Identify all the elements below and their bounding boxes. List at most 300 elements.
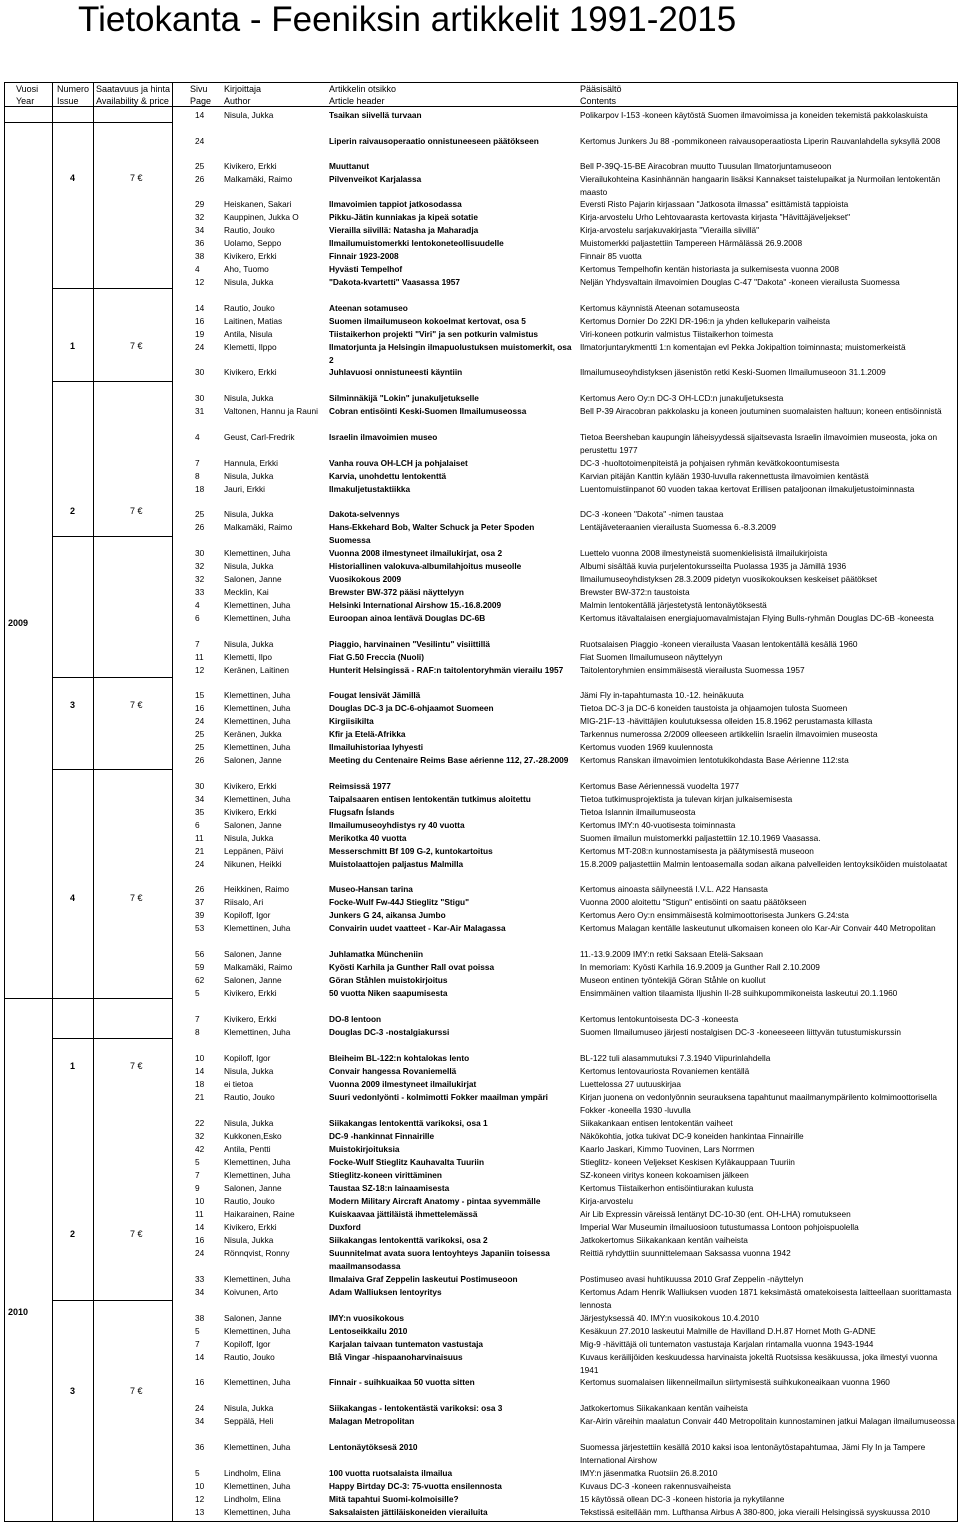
author-cell: Riisalo, Ari bbox=[224, 897, 264, 907]
page-cell: 18 bbox=[195, 484, 205, 494]
author-cell: Mecklin, Kai bbox=[224, 587, 269, 597]
contents-cell: Ruotsalaisen Piaggio -koneen vierailusta Vaasan lentokentällä kesällä 1960 bbox=[580, 639, 858, 649]
author-cell: Kopiloff, Igor bbox=[224, 1339, 271, 1349]
author-cell: Klemettinen, Juha bbox=[224, 600, 291, 610]
article-header-cell: DO-8 lentoon bbox=[329, 1014, 382, 1024]
article-header-cell: Vierailla siivillä: Natasha ja Maharadja bbox=[329, 225, 479, 235]
page-cell: 34 bbox=[195, 1287, 205, 1297]
author-cell: Lindholm, Elina bbox=[224, 1494, 281, 1504]
author-cell: Salonen, Janne bbox=[224, 755, 282, 765]
issue-price: 7 € bbox=[130, 1061, 143, 1071]
article-header-cell: Kyösti Karhila ja Gunther Rall ovat poissa bbox=[329, 962, 495, 972]
contents-cell: Albumi sisältää kuvia purjelentokursseilta Puolassa 1935 ja Jämillä 1936 bbox=[580, 561, 847, 571]
article-header-cell: Helsinki International Airshow 15.-16.8.2009 bbox=[329, 600, 502, 610]
article-header-cell: Fougat lensivät Jämillä bbox=[329, 690, 421, 700]
author-cell: Kopiloff, Igor bbox=[224, 1053, 271, 1063]
page-cell: 11 bbox=[195, 833, 204, 843]
article-header-cell: Vuonna 2008 ilmestyneet ilmailukirjat, osa 2 bbox=[329, 548, 503, 558]
article-header-cell: Dakota-selvennys bbox=[329, 509, 400, 519]
page-cell: 42 bbox=[195, 1144, 205, 1154]
contents-cell: BL-122 tuli alasammutuksi 7.3.1940 Viipurinlahdella bbox=[580, 1053, 771, 1063]
article-header-cell: Vuosikokous 2009 bbox=[329, 574, 402, 584]
header-price: Saatavuus ja hinta Availability & price bbox=[96, 84, 171, 106]
page-cell: 7 bbox=[195, 458, 200, 468]
author-cell: Malkamäki, Raimo bbox=[224, 962, 293, 972]
article-header-cell: Liperin raivausoperaatio onnistuneeseen päätökseen bbox=[329, 136, 539, 146]
author-cell: Rautio, Jouko bbox=[224, 303, 275, 313]
contents-cell: Kar-Airin väreihin maalatun Convair 440 Metropolitain kunnostaminen jatkui Malagan ilmailumuseossa bbox=[580, 1416, 955, 1426]
page-cell: 26 bbox=[195, 884, 205, 894]
article-header-cell: Tsaikan siivellä turvaan bbox=[329, 110, 422, 120]
issue-price: 7 € bbox=[130, 506, 143, 516]
page-cell: 24 bbox=[195, 716, 205, 726]
author-cell: Salonen, Janne bbox=[224, 574, 282, 584]
page-cell: 56 bbox=[195, 949, 205, 959]
article-header-cell: Ilmailumuseoyhdistys ry 40 vuotta bbox=[329, 820, 465, 830]
page-cell: 21 bbox=[195, 1092, 205, 1102]
contents-cell: MIG-21F-13 -hävittäjien koulutuksessa olleiden 15.8.1962 perustamasta killasta bbox=[580, 716, 873, 726]
article-header-cell: Cobran entisöinti Keski-Suomen Ilmailumuseossa bbox=[329, 406, 527, 416]
page-cell: 26 bbox=[195, 522, 205, 532]
article-header-cell: Happy Birtday DC-3: 75-vuotta ensilennosta bbox=[329, 1481, 502, 1491]
author-cell: Rautio, Jouko bbox=[224, 1092, 275, 1102]
page-cell: 16 bbox=[195, 1235, 205, 1245]
author-cell: Uolamo, Seppo bbox=[224, 238, 282, 248]
author-cell: Klemettinen, Juha bbox=[224, 1481, 291, 1491]
contents-cell: Reittiä ryhdyttiin suunnittelemaan Saksassa vuonna 1942 bbox=[580, 1248, 791, 1258]
contents-cell: Viri-koneen potkurin valmistus Tiistaikerhon toimesta bbox=[580, 329, 774, 339]
contents-cell: Museon entinen työntekijä Göran Ståhle on kuollut bbox=[580, 975, 766, 985]
contents-cell: Malmin lentokentällä järjestetystä lentonäytöksestä bbox=[580, 600, 767, 610]
page-cell: 16 bbox=[195, 1377, 205, 1387]
author-cell: Kivikero, Erkki bbox=[224, 781, 277, 791]
contents-cell: DC-3 -koneen "Dakota" -nimen taustaa bbox=[580, 509, 724, 519]
author-cell: Rautio, Jouko bbox=[224, 1196, 275, 1206]
article-header-cell: Adam Walliuksen lentoyritys bbox=[329, 1287, 442, 1297]
contents-cell: 15.8.2009 paljastettiin Malmin lentoasemalla sodan aikana palvelleiden lentoyksiköiden muistolaatat bbox=[580, 859, 948, 869]
contents-cell: IMY:n jäsenmatka Ruotsiin 26.8.2010 bbox=[580, 1468, 718, 1478]
contents-cell: Kertomus Malagan kentälle laskeutunut ulkomaisen koneen olo Kar-Air Convair 440 Metropolitan bbox=[580, 923, 936, 933]
contents-cell: Tekstissä esitellään mm. Lufthansa Airbus A 380-800, joka vieraili Helsingissä syyskuussa 2010 bbox=[580, 1507, 931, 1517]
year-cell: 2009 bbox=[8, 618, 29, 628]
author-cell: Kivikero, Erkki bbox=[224, 1014, 277, 1024]
page-cell: 10 bbox=[195, 1196, 205, 1206]
page-cell: 21 bbox=[195, 846, 205, 856]
page-cell: 7 bbox=[195, 639, 200, 649]
author-cell: Nisula, Jukka bbox=[224, 509, 274, 519]
page-cell: 5 bbox=[195, 988, 200, 998]
author-cell: Nisula, Jukka bbox=[224, 1066, 274, 1076]
page-cell: 32 bbox=[195, 1131, 205, 1141]
contents-cell: Jatkokertomus Siikakankaan kentän vaiheista bbox=[580, 1403, 748, 1413]
article-header-cell: Kfir ja Etelä-Afrikka bbox=[329, 729, 406, 739]
author-cell: Salonen, Janne bbox=[224, 1313, 282, 1323]
contents-cell: Kertomus Adam Henrik Walliuksen vuoden 1871 keksimästä omatekoisesta laitteellaan suorittamasta lennosta bbox=[580, 1287, 952, 1310]
author-cell: Klemettinen, Juha bbox=[224, 703, 291, 713]
article-header-cell: Hans-Ekkehard Bob, Walter Schuck ja Peter Spoden Suomessa bbox=[329, 522, 535, 545]
article-header-cell: Suomen ilmailumuseon kokoelmat kertovat, osa 5 bbox=[329, 316, 526, 326]
article-header-cell: Siikakangas - lentokentästä varikoksi: osa 3 bbox=[329, 1403, 503, 1413]
page-cell: 10 bbox=[195, 1481, 205, 1491]
contents-cell: Lentäjäveteraanien vierailusta Suomessa 6.-8.3.2009 bbox=[580, 522, 777, 532]
author-cell: Kivikero, Erkki bbox=[224, 988, 277, 998]
author-cell: Malkamäki, Raimo bbox=[224, 174, 293, 184]
contents-cell: Kertomus Dornier Do 22Kl DR-196:n ja yhden kellukeparin vaiheista bbox=[580, 316, 830, 326]
author-cell: Nisula, Jukka bbox=[224, 471, 274, 481]
contents-cell: Jatkokertomus Siikakankaan kentän vaiheista bbox=[580, 1235, 748, 1245]
contents-cell: Postimuseo avasi huhtikuussa 2010 Graf Zeppelin -näyttelyn bbox=[580, 1274, 804, 1284]
article-header-cell: Vuonna 2009 ilmestyneet ilmailukirjat bbox=[329, 1079, 477, 1089]
page-cell: 24 bbox=[195, 1403, 205, 1413]
contents-cell: Stieglitz- koneen Veljekset Keskisen Kyläkauppaan Tuuriin bbox=[580, 1157, 795, 1167]
header-issue: Numero Issue bbox=[57, 84, 90, 106]
author-cell: Hannula, Erkki bbox=[224, 458, 278, 468]
page-cell: 24 bbox=[195, 859, 205, 869]
author-cell: Nisula, Jukka bbox=[224, 393, 274, 403]
author-cell: Klemettinen, Juha bbox=[224, 1157, 291, 1167]
page-cell: 26 bbox=[195, 174, 205, 184]
page-cell: 4 bbox=[195, 264, 200, 274]
page-cell: 8 bbox=[195, 1027, 200, 1037]
contents-cell: Suomen ilmailun muistomerkki paljastettiin 12.10.1969 Vaasassa. bbox=[580, 833, 821, 843]
article-header-cell: Convairin uudet vaatteet - Kar-Air Malagassa bbox=[329, 923, 506, 933]
header-year: Vuosi Year bbox=[16, 84, 39, 106]
article-header-cell: Suuri vedonlyönti - kolmimotti Fokker maailman ympäri bbox=[329, 1092, 548, 1102]
page-cell: 14 bbox=[195, 1352, 205, 1362]
contents-cell: SZ-koneen viritys koneen kokoamisen jälkeen bbox=[580, 1170, 749, 1180]
page-cell: 5 bbox=[195, 1468, 200, 1478]
contents-cell: Finnair 85 vuotta bbox=[580, 251, 642, 261]
article-header-cell: Flugsafn Íslands bbox=[329, 807, 395, 817]
article-header-cell: IMY:n vuosikokous bbox=[329, 1313, 404, 1323]
page-cell: 25 bbox=[195, 729, 205, 739]
page-cell: 34 bbox=[195, 794, 205, 804]
contents-cell: Kertomus Junkers Ju 88 -pommikoneen raivausoperaatiosta Liperin Rauvanlahdella syksyllä 2008 bbox=[580, 136, 941, 146]
contents-cell: Neljän Yhdysvaltain ilmavoimien Douglas C-47 "Dakota" -koneen vierailusta Suomessa bbox=[580, 277, 900, 287]
author-cell: Nisula, Jukka bbox=[224, 277, 274, 287]
page-cell: 32 bbox=[195, 212, 205, 222]
contents-cell: Vuonna 2000 aloitettu "Stigun" entisöinti on saatu päätökseen bbox=[580, 897, 807, 907]
article-header-cell: Ilmailuhistoriaa lyhyesti bbox=[329, 742, 424, 752]
page-cell: 29 bbox=[195, 199, 205, 209]
page-cell: 12 bbox=[195, 1494, 205, 1504]
article-header-cell: Siikakangas lentokenttä varikoksi, osa 2 bbox=[329, 1235, 488, 1245]
page-cell: 36 bbox=[195, 238, 205, 248]
page-cell: 24 bbox=[195, 342, 205, 352]
article-header-cell: Museo-Hansan tarina bbox=[329, 884, 413, 894]
contents-cell: Kuvaus DC-3 -koneen rakennusvaiheista bbox=[580, 1481, 731, 1491]
page-cell: 11 bbox=[195, 652, 204, 662]
author-cell: Salonen, Janne bbox=[224, 949, 282, 959]
contents-cell: Jämi Fly in-tapahtumasta 10.-12. heinäkuuta bbox=[580, 690, 744, 700]
issue-price: 7 € bbox=[130, 893, 143, 903]
page-cell: 33 bbox=[195, 1274, 205, 1284]
contents-cell: Kertomus Tempelhofin kentän historiasta ja sulkemisesta vuonna 2008 bbox=[580, 264, 840, 274]
page-cell: 19 bbox=[195, 329, 205, 339]
article-header-cell: Malagan Metropolitan bbox=[329, 1416, 415, 1426]
article-header-cell: Convair hangessa Rovaniemellä bbox=[329, 1066, 457, 1076]
article-header-cell: Douglas DC-3 -nostalgiakurssi bbox=[329, 1027, 450, 1037]
author-cell: Nisula, Jukka bbox=[224, 1403, 274, 1413]
contents-cell: Kertomus käynnistä Ateenan sotamuseosta bbox=[580, 303, 740, 313]
article-header-cell: Muuttanut bbox=[329, 161, 370, 171]
author-cell: Klemettinen, Juha bbox=[224, 1326, 291, 1336]
article-header-cell: Lentoseikkailu 2010 bbox=[329, 1326, 408, 1336]
article-header-cell: Karvia, unohdettu lentokenttä bbox=[329, 471, 447, 481]
contents-cell: Luettelo vuonna 2008 ilmestyneistä suomenkielisistä ilmailukirjoista bbox=[580, 548, 828, 558]
article-header-cell: 50 vuotta Niken saapumisesta bbox=[329, 988, 448, 998]
page-cell: 7 bbox=[195, 1014, 200, 1024]
contents-cell: 11.-13.9.2009 IMY:n retki Saksaan Etelä-Saksaan bbox=[580, 949, 763, 959]
author-cell: Klemetti, Ilpo bbox=[224, 652, 272, 662]
author-cell: Kivikero, Erkki bbox=[224, 367, 277, 377]
page-cell: 18 bbox=[195, 1079, 205, 1089]
page-cell: 5 bbox=[195, 1326, 200, 1336]
page-cell: 16 bbox=[195, 703, 205, 713]
author-cell: Koivunen, Arto bbox=[224, 1287, 278, 1297]
contents-cell: Kaarlo Jaskari, Kimmo Tuovinen, Lars Norrmen bbox=[580, 1144, 755, 1154]
author-cell: Klemettinen, Juha bbox=[224, 1442, 291, 1452]
contents-cell: Kirja-arvostelu Urho Lehtovaarasta kertovasta kirjasta "Hävittäjäveljekset" bbox=[580, 212, 851, 222]
article-header-cell: Fiat G.50 Freccia (Nuoli) bbox=[329, 652, 424, 662]
contents-cell: Näkökohtia, jotka tukivat DC-9 koneiden hankintaa Finnairille bbox=[580, 1131, 804, 1141]
page-cell: 33 bbox=[195, 587, 205, 597]
author-cell: Nisula, Jukka bbox=[224, 561, 274, 571]
author-cell: Salonen, Janne bbox=[224, 975, 282, 985]
page-cell: 25 bbox=[195, 161, 205, 171]
page-cell: 25 bbox=[195, 509, 205, 519]
author-cell: Klemettinen, Juha bbox=[224, 1507, 291, 1517]
contents-cell: Kertomus Base Aériennessä vuodelta 1977 bbox=[580, 781, 740, 791]
section-rule bbox=[52, 536, 173, 537]
page-cell: 30 bbox=[195, 548, 205, 558]
issue-number: 2 bbox=[70, 1229, 76, 1239]
page-cell: 6 bbox=[195, 820, 200, 830]
article-header-cell: Modern Military Aircraft Anatomy - pintaa syvemmälle bbox=[329, 1196, 541, 1206]
author-cell: Laitinen, Matias bbox=[224, 316, 283, 326]
issue-price: 7 € bbox=[130, 1386, 143, 1396]
contents-cell: Eversti Risto Pajarin kirjassaan "Jatkosota ilmassa" esittämistä tappioista bbox=[580, 199, 849, 209]
article-header-cell: Ilmalaiva Graf Zeppelin laskeutui Postimuseoon bbox=[329, 1274, 518, 1284]
section-rule bbox=[52, 288, 173, 289]
page-cell: 34 bbox=[195, 1416, 205, 1426]
issue-number: 3 bbox=[70, 700, 76, 710]
contents-cell: Tietoa DC-3 ja DC-6 koneiden taustoista ja ohjaamojen tulosta Suomeen bbox=[580, 703, 848, 713]
author-cell: Kukkonen,Esko bbox=[224, 1131, 282, 1141]
author-cell: Salonen, Janne bbox=[224, 1183, 282, 1193]
article-header-cell: Focke-Wulf Stieglitz Kauhavalta Tuuriin bbox=[329, 1157, 485, 1167]
article-header-cell: Muistolaattojen paljastus Malmilla bbox=[329, 859, 464, 869]
page-cell: 4 bbox=[195, 600, 200, 610]
author-cell: Rautio, Jouko bbox=[224, 225, 275, 235]
contents-cell: Muistomerkki paljastettiin Tampereen Härmälässä 26.9.2008 bbox=[580, 238, 803, 248]
contents-cell: Imperial War Museumin ilmailuosioon tutustumassa Lontoon pohjoispuolella bbox=[580, 1222, 859, 1232]
author-cell: ei tietoa bbox=[224, 1079, 254, 1089]
contents-cell: DC-3 -huoltotoimenpiteistä ja pohjaisen ryhmän kevätkokoontumisesta bbox=[580, 458, 840, 468]
page-cell: 30 bbox=[195, 367, 205, 377]
contents-cell: Kertomus ainoasta säilyneestä I.V.L. A22 Hansasta bbox=[580, 884, 768, 894]
contents-cell: Vierailukohteina Kasinhännän hangaarin lisäksi Kannakset taistelupaikat ja Nurmoilan lentokentän maasto bbox=[580, 174, 941, 197]
page-title: Tietokanta - Feeniksin artikkelit 1991-2015 bbox=[78, 0, 737, 39]
page-cell: 37 bbox=[195, 897, 205, 907]
page-cell: 34 bbox=[195, 225, 205, 235]
author-cell: Heiskanen, Sakari bbox=[224, 199, 292, 209]
article-header-cell: Finnair - suihkuaikaa 50 vuotta sitten bbox=[329, 1377, 475, 1387]
page-cell: 24 bbox=[195, 1248, 205, 1258]
contents-cell: Ilmailumuseoyhdistyksen jäsenistön retki Keski-Suomen Ilmailumuseoon 31.1.2009 bbox=[580, 367, 886, 377]
contents-cell: Mig-9 -hävittäjä oli tuntematon vastustaja Karjalan rintamalla vuonna 1943-1944 bbox=[580, 1339, 874, 1349]
contents-cell: Tietoa tutkimusprojektista ja tulevan kirjan julkaisemisesta bbox=[580, 794, 793, 804]
article-header-cell: Muistokirjoituksia bbox=[329, 1144, 400, 1154]
article-header-cell: Lentonäytöksesä 2010 bbox=[329, 1442, 418, 1452]
article-header-cell: Ilmailumuistomerkki lentokoneteollisuudelle bbox=[329, 238, 504, 248]
article-header-cell: Euroopan ainoa lentävä Douglas DC-6B bbox=[329, 613, 486, 623]
page-cell: 10 bbox=[195, 1053, 205, 1063]
author-cell: Nisula, Jukka bbox=[224, 833, 274, 843]
section-rule bbox=[4, 998, 173, 999]
article-header-cell: Blå Vingar -hispaanoharvinaisuus bbox=[329, 1352, 463, 1362]
article-header-cell: Kirgiisikilta bbox=[329, 716, 374, 726]
page-cell: 31 bbox=[195, 406, 205, 416]
page-cell: 15 bbox=[195, 690, 205, 700]
article-header-cell: Pikku-Jätin kunniakas ja kipeä sotatie bbox=[329, 212, 478, 222]
author-cell: Kopiloff, Igor bbox=[224, 910, 271, 920]
author-cell: Kauppinen, Jukka O bbox=[224, 212, 299, 222]
article-header-cell: Israelin ilmavoimien museo bbox=[329, 432, 438, 442]
header-page: Sivu Page bbox=[190, 84, 212, 106]
article-header-cell: Ateenan sotamuseo bbox=[329, 303, 408, 313]
article-header-cell: Historiallinen valokuva-albumilahjoitus museolle bbox=[329, 561, 522, 571]
article-header-cell: Suunnitelmat avata suora lentoyhteys Japaniin toisessa maailmansodassa bbox=[329, 1248, 550, 1271]
page-cell: 62 bbox=[195, 975, 205, 985]
author-cell: Heikkinen, Raimo bbox=[224, 884, 290, 894]
article-header-cell: Göran Ståhlen muistokirjoitus bbox=[329, 975, 448, 985]
author-cell: Keränen, Jukka bbox=[224, 729, 282, 739]
author-cell: Klemettinen, Juha bbox=[224, 690, 291, 700]
author-cell: Lindholm, Elina bbox=[224, 1468, 281, 1478]
author-cell: Leppänen, Päivi bbox=[224, 846, 284, 856]
article-header-cell: Focke-Wulf Fw-44J Stieglitz "Stigu" bbox=[329, 897, 470, 907]
article-header-cell: Douglas DC-3 ja DC-6-ohjaamot Suomeen bbox=[329, 703, 494, 713]
contents-cell: Fiat Suomen Ilmailumuseon näyttelyyn bbox=[580, 652, 723, 662]
page-cell: 35 bbox=[195, 807, 205, 817]
article-header-cell: Silminnäkijä "Lokin" junakuljetukselle bbox=[329, 393, 479, 403]
article-header-cell: "Dakota-kvartetti" Vaasassa 1957 bbox=[329, 277, 461, 287]
section-rule bbox=[52, 381, 173, 382]
article-header-cell: 100 vuotta ruotsalaista ilmailua bbox=[329, 1468, 453, 1478]
contents-cell: Kertomus lentokuntoisesta DC-3 -koneesta bbox=[580, 1014, 739, 1024]
article-header-cell: Mitä tapahtui Suomi-kolmoisille? bbox=[329, 1494, 459, 1504]
contents-cell: Tietoa Islannin ilmailumuseosta bbox=[580, 807, 696, 817]
author-cell: Keränen, Laitinen bbox=[224, 665, 290, 675]
contents-cell: Kirjan juonena on vedonlyönnin seurauksena tapahtunut maailmanympärilento kolmimoottorisella Fokker -koneella 1930 -luvulla bbox=[580, 1092, 937, 1115]
article-header-cell: Juhlamatka Müncheniin bbox=[329, 949, 424, 959]
author-cell: Klemettinen, Juha bbox=[224, 1274, 291, 1284]
contents-cell: Suomen Ilmailumuseo järjesti nostalgisen DC-3 -koneeseeen liittyvän tutustumiskurssin bbox=[580, 1027, 901, 1037]
article-header-cell: Kuiskaavaa jättiläistä ihmettelemässä bbox=[329, 1209, 478, 1219]
year-cell: 2010 bbox=[8, 1307, 29, 1317]
author-cell: Klemettinen, Juha bbox=[224, 1377, 291, 1387]
page-cell: 9 bbox=[195, 1183, 200, 1193]
author-cell: Nisula, Jukka bbox=[224, 1235, 274, 1245]
contents-cell: Kirja-arvostelu sarjakuvakirjasta "Vierailla siivillä" bbox=[580, 225, 760, 235]
article-header-cell: Ilmavoimien tappiot jatkosodassa bbox=[329, 199, 462, 209]
author-cell: Seppälä, Heli bbox=[224, 1416, 274, 1426]
section-rule bbox=[52, 1300, 173, 1301]
page-cell: 13 bbox=[195, 1507, 205, 1517]
author-cell: Klemettinen, Juha bbox=[224, 794, 291, 804]
header-author: Kirjoittaja Author bbox=[224, 84, 262, 106]
author-cell: Klemettinen, Juha bbox=[224, 613, 291, 623]
page-cell: 32 bbox=[195, 561, 205, 571]
contents-cell: Karvian pitäjän Kanttin kylään 1930-luvulla rakennettusta ilmavoimien kentästä bbox=[580, 471, 869, 481]
article-header-cell: Vanha rouva OH-LCH ja pohjalaiset bbox=[329, 458, 468, 468]
author-cell: Antila, Nisula bbox=[224, 329, 273, 339]
issue-price: 7 € bbox=[130, 1229, 143, 1239]
contents-cell: Kertomus suomalaisen liikenneilmailun siirtymisestä suihkukoneaikaan vuonna 1960 bbox=[580, 1377, 890, 1387]
contents-cell: In memoriam: Kyösti Karhila 16.9.2009 ja Gunther Rall 2.10.2009 bbox=[580, 962, 820, 972]
author-cell: Kivikero, Erkki bbox=[224, 161, 277, 171]
article-header-cell: Meeting du Centenaire Reims Base aérienne 112, 27.-28.2009 bbox=[329, 755, 569, 765]
issue-number: 4 bbox=[70, 893, 76, 903]
article-header-cell: Stieglitz-koneen virittäminen bbox=[329, 1170, 442, 1180]
contents-cell: Kirja-arvostelu bbox=[580, 1196, 634, 1206]
page-cell: 6 bbox=[195, 613, 200, 623]
contents-cell: Kertomus IMY:n 40-vuotisesta toiminnasta bbox=[580, 820, 736, 830]
page-cell: 30 bbox=[195, 393, 205, 403]
page-cell: 59 bbox=[195, 962, 205, 972]
header-contents: Pääsisältö Contents bbox=[580, 84, 622, 106]
column-divider bbox=[172, 82, 173, 1522]
contents-cell: Ilmailumuseoyhdistyksen 28.3.2009 pidetyn vuosikokouksen keskeiset päätökset bbox=[580, 574, 878, 584]
page-cell: 12 bbox=[195, 665, 205, 675]
author-cell: Kivikero, Erkki bbox=[224, 251, 277, 261]
contents-cell: Kesäkuun 27.2010 laskeutui Malmille de Havilland D.H.87 Hornet Moth G-ADNE bbox=[580, 1326, 876, 1336]
issue-price: 7 € bbox=[130, 700, 143, 710]
author-cell: Klemettinen, Juha bbox=[224, 923, 291, 933]
article-header-cell: Hunterit Helsingissä - RAF:n taitolentoryhmän vierailu 1957 bbox=[329, 665, 564, 675]
page-cell: 7 bbox=[195, 1339, 200, 1349]
author-cell: Valtonen, Hannu ja Rauni bbox=[224, 406, 318, 416]
article-header-cell: Junkers G 24, aikansa Jumbo bbox=[329, 910, 446, 920]
page-cell: 25 bbox=[195, 742, 205, 752]
contents-cell: Kertomus Ranskan ilmavoimien lentotukikohdasta Base Aérienne 112:sta bbox=[580, 755, 849, 765]
header-article: Artikkelin otsikko Article header bbox=[329, 84, 397, 106]
contents-cell: Ensimmäinen valtion tilaamista Iljushin II-28 suihkupommikoneista laskeutui 20.1.1960 bbox=[580, 988, 898, 998]
article-header-cell: Finnair 1923-2008 bbox=[329, 251, 399, 261]
page-cell: 36 bbox=[195, 1442, 205, 1452]
issue-price: 7 € bbox=[130, 173, 143, 183]
contents-cell: Luettelossa 27 uutuuskirjaa bbox=[580, 1079, 682, 1089]
article-header-cell: Juhlavuosi onnistuneesti käyntiin bbox=[329, 367, 463, 377]
author-cell: Malkamäki, Raimo bbox=[224, 522, 293, 532]
article-header-cell: Messerschmitt Bf 109 G-2, kuntokartoitus bbox=[329, 846, 493, 856]
contents-cell: Tarkennus numerossa 2/2009 olleeseen artikkeliin Israelin ilmavoimien museosta bbox=[580, 729, 878, 739]
contents-cell: Polikarpov I-153 -koneen käytöstä Suomen ilmavoimissa ja koneiden tekemistä pakkolaskuista bbox=[580, 110, 928, 120]
section-rule bbox=[52, 677, 173, 678]
contents-cell: Kertomus Aero Oy:n ensimmäisestä kolmimoottorisesta Junkers G.24:sta bbox=[580, 910, 849, 920]
contents-cell: Kuvaus keräilijöiden keskuudessa harvinaista jokeltä Ruotsissa kesäkuussa, joka ilmestyi vuonna 1941 bbox=[580, 1352, 938, 1375]
author-cell: Klemettinen, Juha bbox=[224, 548, 291, 558]
article-header-cell: Ilmatorjunta ja Helsingin ilmapuolustuksen muistomerkit, osa 2 bbox=[329, 342, 572, 365]
contents-cell: Luentomuistiinpanot 60 vuoden takaa kertovat Erillisen pataljoonan ilmakuljetustoiminnasta bbox=[580, 484, 915, 494]
author-cell: Klemettinen, Juha bbox=[224, 742, 291, 752]
contents-cell: Kertomus MT-208:n kunnostamisesta ja päätymisestä museoon bbox=[580, 846, 814, 856]
author-cell: Nikunen, Heikki bbox=[224, 859, 282, 869]
page-cell: 5 bbox=[195, 1157, 200, 1167]
article-header-cell: Brewster BW-372 pääsi näyttelyyn bbox=[329, 587, 464, 597]
contents-cell: Taitolentoryhmien ensimmäisestä vierailusta Suomessa 1957 bbox=[580, 665, 805, 675]
